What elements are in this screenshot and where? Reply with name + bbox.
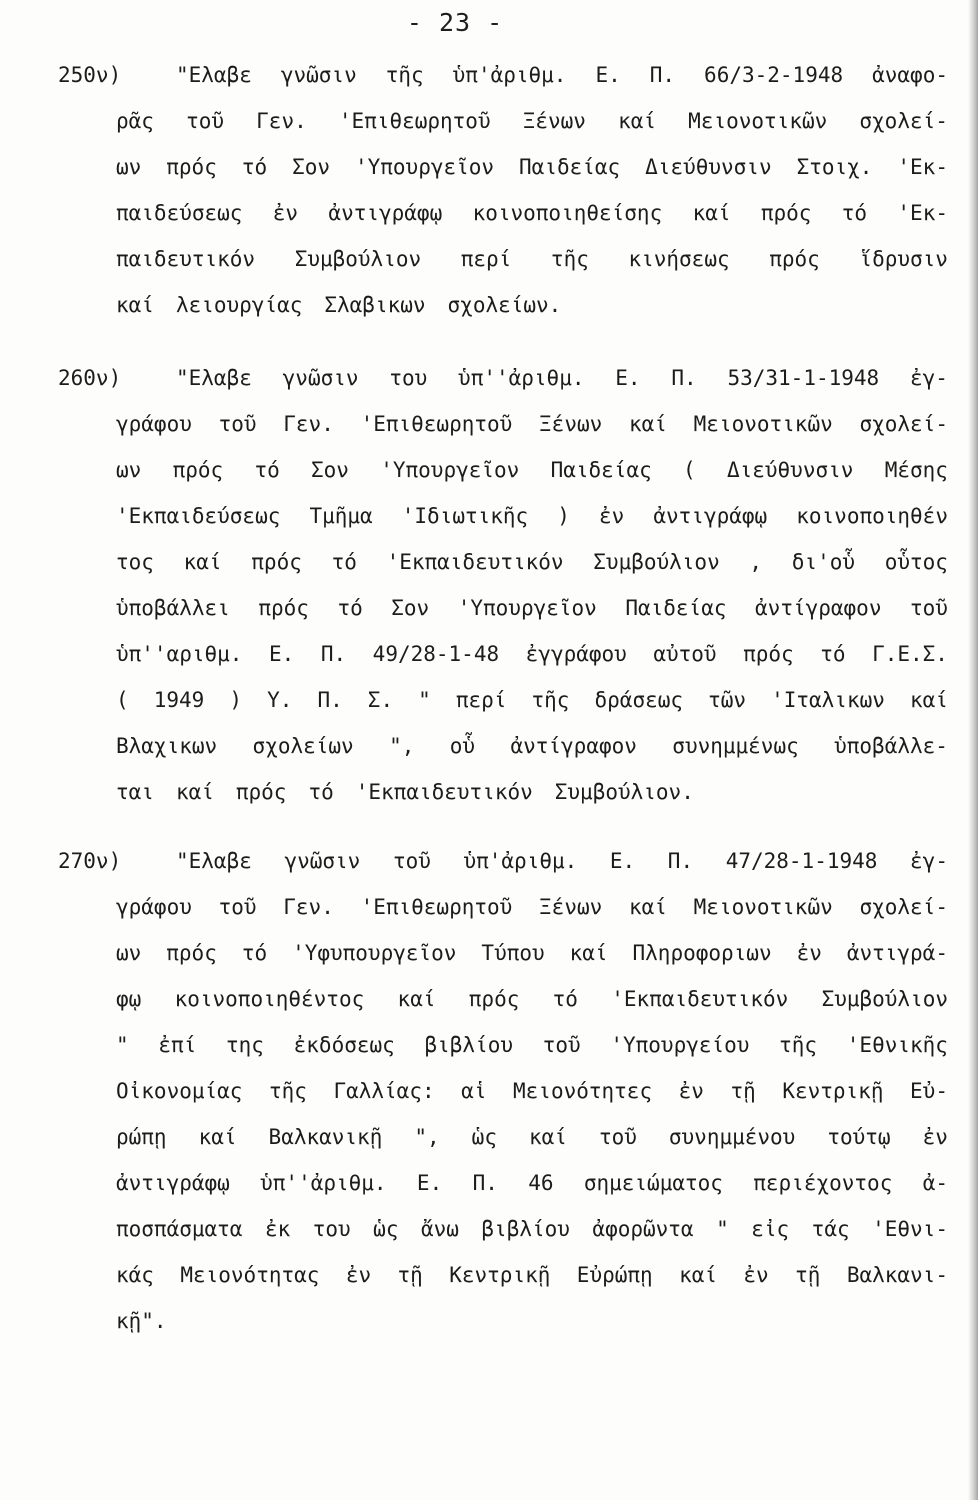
text-line: Οἰκονομίας τῆς Γαλλίας: αἱ Μειονότητες ἐν τῇ Κεντρικῇ Εὐ- (116, 1079, 948, 1103)
text-line: γράφου τοῦ Γεν. 'Επιθεωρητοῦ Ξένων καί Μειονοτικῶν σχολεί- (116, 412, 948, 436)
text-line: 260ν) "Ελαβε γνῶσιν του ὑπ''ἀριθμ. Ε. Π. 53/31-1-1948 ἐγ- (58, 355, 948, 401)
text-line: 250ν) "Ελαβε γνῶσιν τῆς ὑπ'ἀριθμ. Ε. Π. 66/3-2-1948 ἀναφο- (58, 52, 948, 98)
text-line: " ἐπί της ἐκδόσεως βιβλίου τοῦ 'Υπουργείου τῆς 'Εθνικῆς (116, 1033, 948, 1057)
text-line: ρᾶς τοῦ Γεν. 'Επιθεωρητοῦ Ξένων καί Μειονοτικῶν σχολεί- (116, 109, 948, 133)
text-line: ὑποβάλλει πρός τό Σον 'Υπουργεῖον Παιδείας ἀντίγραφον τοῦ (116, 596, 948, 620)
text-line: τος καί πρός τό 'Εκπαιδευτικόν Συμβούλιον , δι'οὗ οὗτος (116, 550, 948, 574)
text-line: φῳ κοινοποιηθέντος καί πρός τό 'Εκπαιδευτικόν Συμβούλιον (116, 987, 948, 1011)
text-line: ρώπῃ καί Βαλκανικῇ ", ὡς καί τοῦ συνημμένου τούτῳ ἐν (116, 1125, 948, 1149)
text-line: ων πρός τό Σον 'Υπουργεῖον Παιδείας ( Διεύθυνσιν Μέσης (116, 458, 948, 482)
entry-270 (58, 838, 948, 1344)
text-line: παιδευτικόν Συμβούλιον περί τῆς κινήσεως πρός ἵδρυσιν (116, 247, 948, 271)
text-line: κῇ". (116, 1309, 167, 1333)
text-line: ται καί πρός τό 'Εκπαιδευτικόν Συμβούλιον. (116, 780, 694, 804)
entry-number: 270ν) (58, 849, 122, 873)
text-line: ( 1949 ) Υ. Π. Σ. " περί τῆς δράσεως τῶν 'Ιταλικων καί (116, 688, 948, 712)
text-line: καί λειουργίας Σλαβικων σχολείων. (116, 293, 562, 317)
page-number: - 23 - (406, 8, 504, 37)
text-line: παιδεύσεως ἐν ἀντιγράφῳ κοινοποιηθείσης καί πρός τό 'Εκ- (116, 201, 948, 225)
text-line: Βλαχικων σχολείων ", οὗ ἀντίγραφον συνημμένως ὑποβάλλε- (116, 734, 948, 758)
text-line: ὑπ''αριθμ. Ε. Π. 49/28-1-48 ἐγγράφου αὐτοῦ πρός τό Γ.Ε.Σ. (116, 642, 948, 666)
scan-edge-shadow (968, 0, 978, 1500)
text-line: ποσπάσματα ἐκ του ὡς ἄνω βιβλίου ἀφορῶντα " εἰς τάς 'Εθνι- (116, 1217, 948, 1241)
text-line: ἀντιγράφῳ ὑπ''ἀριθμ. Ε. Π. 46 σημειώματος περιέχοντος ἀ- (116, 1171, 948, 1195)
entry-250 (58, 52, 948, 328)
text-line: ων πρός τό Σον 'Υπουργεῖον Παιδείας Διεύθυνσιν Στοιχ. 'Εκ- (116, 155, 948, 179)
entry-number: 260ν) (58, 366, 122, 390)
text-line: 270ν) "Ελαβε γνῶσιν τοῦ ὑπ'ἀριθμ. Ε. Π. 47/28-1-1948 ἐγ- (58, 838, 948, 884)
entry-number: 250ν) (58, 63, 122, 87)
text-line: ων πρός τό 'Υφυπουργεῖον Τύπου καί Πληροφοριων ἐν ἀντιγρά- (116, 941, 948, 965)
text-line: γράφου τοῦ Γεν. 'Επιθεωρητοῦ Ξένων καί Μειονοτικῶν σχολεί- (116, 895, 948, 919)
entry-260 (58, 355, 948, 815)
text-line: κάς Μειονότητας ἐν τῇ Κεντρικῇ Εὐρώπῃ καί ἐν τῇ Βαλκανι- (116, 1263, 948, 1287)
text-line: 'Εκπαιδεύσεως Τμῆμα 'Ιδιωτικῆς ) ἐν ἀντιγράφῳ κοινοποιηθέν (116, 504, 948, 528)
